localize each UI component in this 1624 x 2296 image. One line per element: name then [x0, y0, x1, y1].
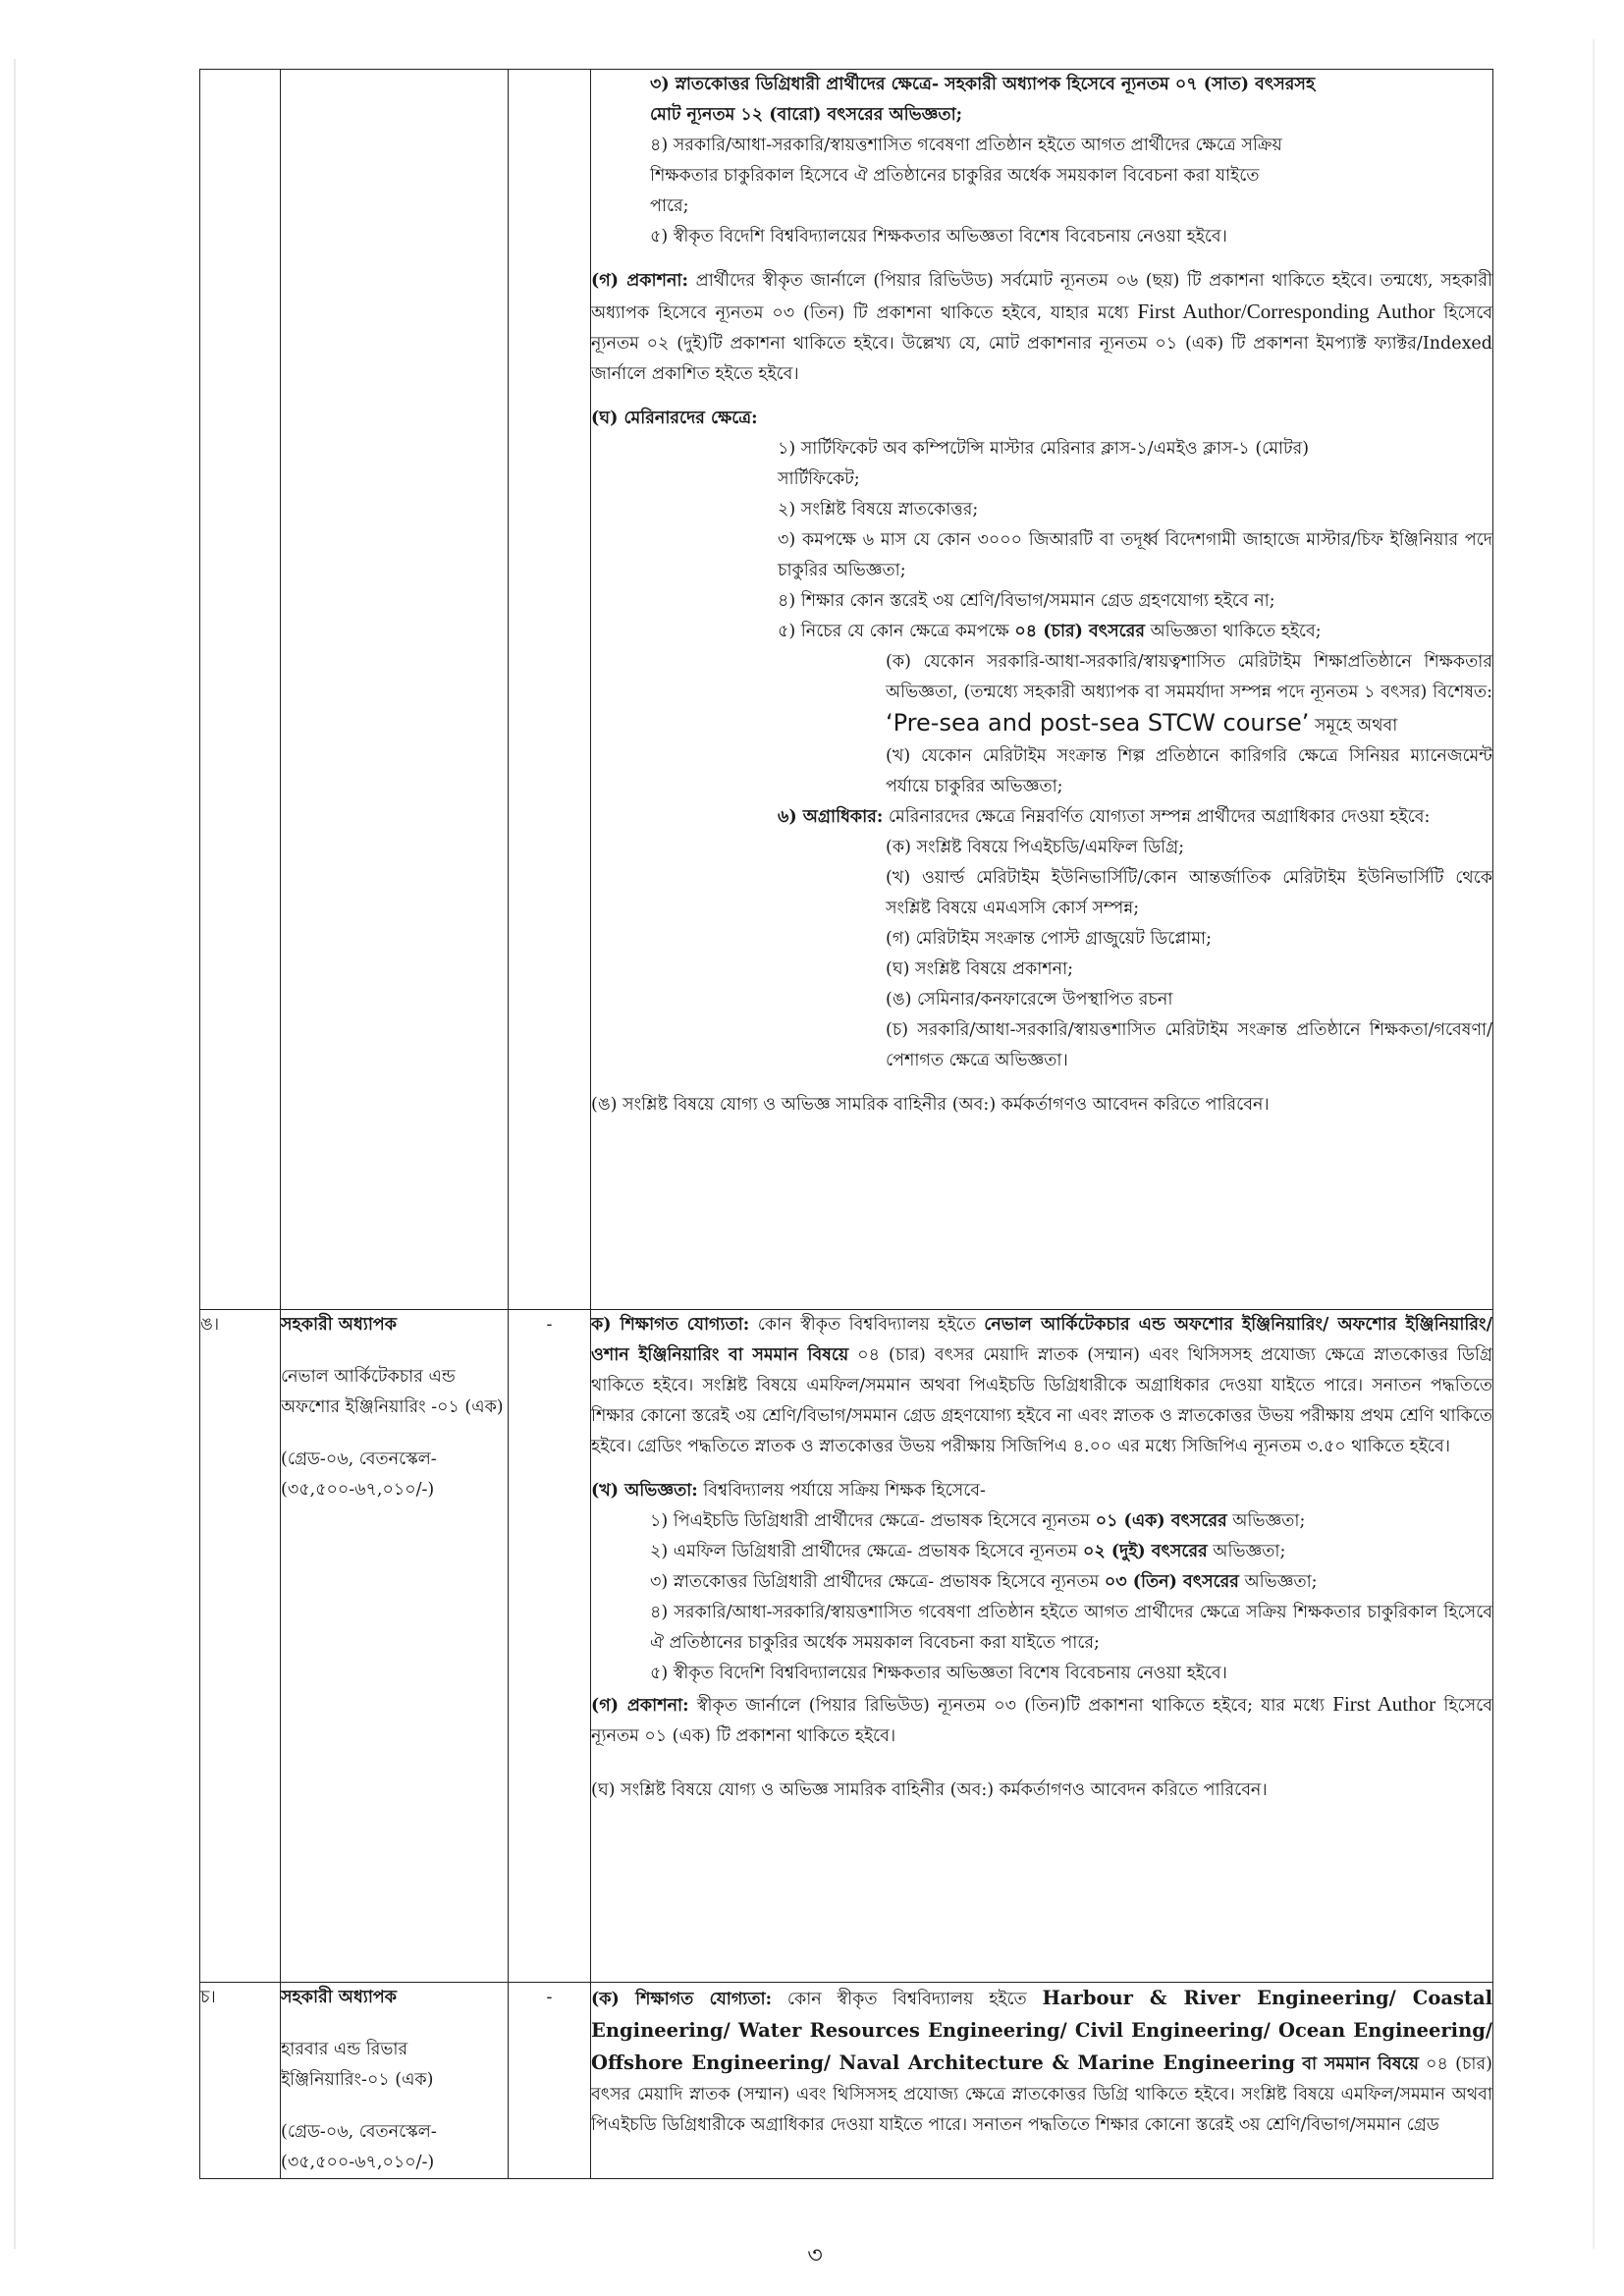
experience-item-text: ২) এমফিল ডিগ্রিধারী প্রার্থীদের ক্ষেত্রে- প্রভাষক হিসেবে ন্যূনতম: [650, 1542, 1078, 1561]
qualification-table: [199, 69, 1493, 2179]
table-row: [200, 1983, 1493, 2179]
experience-text: বিশ্ববিদ্যালয় পর্যায়ে সক্রিয় শিক্ষক হিসেবে-: [703, 1481, 986, 1501]
exp-line-text: ৪) সরকারি/আধা-সরকারি/স্বায়ত্তশাসিত গবেষণা প্রতিষ্ঠান হইতে আগত প্রার্থীদের ক্ষেত্রে সক্রিয়: [650, 136, 1282, 155]
publication-author-text: First Author/Corresponding Author: [1137, 300, 1435, 323]
stcw-course-text: ‘Pre-sea and post-sea STCW course’: [886, 709, 1310, 737]
mariner-item: ৪) শিক্ষার কোন স্তরেই ৩য় শ্রেণি/বিভাগ/সমমান গ্রেড গ্রহণযোগ্য হইবে না;: [778, 591, 1275, 611]
post-title: সহকারী অধ্যাপক: [281, 1315, 398, 1335]
preference-item: (ঙ) সেমিনার/কনফারেন্সে উপস্থাপিত রচনা: [886, 990, 1173, 1010]
education-text: ০৪ (চার) বৎসর মেয়াদি স্নাতক (সম্মান) এবং থিসিসসহ প্রযোজ্য ক্ষেত্রে স্নাতকোত্তর ডিগ্রি থাকিতে হইবে। সংশ্লিষ্ট বিষয়ে এমফিল/সমমান অথবা পিএইচডি ডিগ্রিধারীকে অগ্রাধিকার দেওয়া যাইতে পারে। সনাতন পদ্ধতিতে শিক্ষার কোনো স্তরেই ৩য় শ্রেণি/বিভাগ/সমমান গ্রেড: [591, 2054, 1492, 2135]
education-text: কোন স্বীকৃত বিশ্ববিদ্যালয় হইতে: [786, 1990, 1027, 2009]
serial-cell: চ।: [200, 1983, 281, 2179]
publication-text-end: হিসেবে ন্যূনতম ০২ (দুই)টি প্রকাশনা থাকিতে হইবে। উল্লেখ্য যে, মোট প্রকাশনার ন্যূনতম ০১ (এক) টি প্রকাশনা ইমপ্যাক্ট ফ্যাক্টর/Indexed জার্নালে প্রকাশিত হইতে হইবে।: [591, 303, 1492, 384]
scan-edge-left: [14, 59, 16, 2249]
exp-line-text: ৩) স্নাতকোত্তর ডিগ্রিধারী প্রার্থীদের ক্ষেত্রে- সহকারী অধ্যাপক হিসেবে ন্যূনতম ০৭ (সাত) বৎসরসহ: [650, 75, 1316, 94]
education-subjects: বা সমমান বিষয়ে: [1302, 2054, 1419, 2074]
experience-item-text: অভিজ্ঞতা;: [1213, 1542, 1286, 1561]
preference-item: (চ) সরকারি/আধা-সরকারি/স্বায়ত্তশাসিত মেরিটাইম সংক্রান্ত প্রতিষ্ঠানে শিক্ষকতা/গবেষণা/পেশাগত ক্ষেত্রে অভিজ্ঞতা।: [886, 1020, 1492, 1070]
pay-grade: (গ্রেড-০৬, বেতনস্কেল- (৩৫,৫০০-৬৭,০১০/-): [281, 2122, 437, 2172]
publication-label: (গ) প্রকাশনা:: [591, 271, 688, 291]
scan-edge-right: [1593, 39, 1595, 2249]
armed-forces-note: (ঙ) সংশ্লিষ্ট বিষয়ে যোগ্য ও অভিজ্ঞ সামরিক বাহিনীর (অব:) কর্মকর্তাগণও আবেদন করিতে পারিবেন।: [591, 1095, 1270, 1115]
education-subjects: নেভাল আর্কিটেকচার এন্ড অফশোর ইঞ্জিনিয়ারিং/ অফশোর ইঞ্জিনিয়ারিং/ ওশান ইঞ্জিনিয়ারিং বা সমমান বিষয়ে: [591, 1315, 1492, 1365]
preference-item: (গ) মেরিটাইম সংক্রান্ত পোস্ট গ্রাজুয়েট ডিপ্লোমা;: [886, 929, 1212, 949]
preference-label: ৬) অগ্রাধিকার:: [778, 807, 884, 827]
experience-item: [591, 1506, 1492, 1537]
education-label: (ক) শিক্ষাগত যোগ্যতা:: [591, 1990, 773, 2009]
exp-line: [591, 161, 1492, 191]
exp-line-text: ৫) স্বীকৃত বিদেশি বিশ্ববিদ্যালয়ের শিক্ষকতার অভিজ্ঞতা বিশেষ বিবেচনায় নেওয়া হইবে।: [650, 227, 1227, 246]
mariner-subitem: [591, 647, 1492, 741]
experience-item-bold: ০৩ (তিন) বৎসরের: [1104, 1572, 1239, 1592]
experience-item-bold: ০১ (এক) বৎসরের: [1095, 1511, 1227, 1531]
mariner-item: সার্টিফিকেট;: [778, 469, 860, 489]
exp-line-text: পারে;: [650, 196, 689, 216]
publication-label: (গ) প্রকাশনা:: [591, 1696, 689, 1716]
preference-item: (ক) সংশ্লিষ্ট বিষয়ে পিএইচডি/এমফিল ডিগ্রি;: [886, 838, 1185, 857]
department-name: নেভাল আর্কিটেকচার এন্ড অফশোর ইঞ্জিনিয়ারিং -০১ (এক): [281, 1367, 504, 1417]
publication-author-text: First Author: [1332, 1692, 1436, 1716]
dash-cell: [509, 70, 591, 1310]
publication-text-end: হিসেবে ন্যূনতম ০১ (এক) টি প্রকাশনা থাকিতে হইবে।: [591, 1696, 1492, 1746]
mariner-block: [591, 404, 1492, 1076]
preference-item: (খ) ওয়ার্ল্ড মেরিটাইম ইউনিভার্সিটি/কোন আন্তর্জাতিক মেরিটাইম ইউনিভার্সিটি থেকে সংশ্লিষ্ট বিষয়ে এমএসসি কোর্স সম্পন্ন;: [886, 868, 1492, 918]
pay-grade: (গ্রেড-০৬, বেতনস্কেল- (৩৫,৫০০-৬৭,০১০/-): [281, 1449, 437, 1500]
post-cell: [281, 1310, 509, 1983]
exp-line-text: মোট ন্যূনতম ১২ (বারো) বৎসরের অভিজ্ঞতা;: [650, 105, 963, 125]
department-name: হারবার এন্ড রিভার ইঞ্জিনিয়ারিং-০১ (এক): [281, 2040, 434, 2090]
education-label: ক) শিক্ষাগত যোগ্যতা:: [591, 1315, 750, 1335]
post-title: সহকারী অধ্যাপক: [281, 1988, 398, 2007]
experience-item-text: অভিজ্ঞতা;: [1232, 1511, 1306, 1531]
requirements-cell: [591, 1983, 1493, 2179]
experience-item: [591, 1537, 1492, 1567]
exp-line: [591, 191, 1492, 222]
requirements-cell: [591, 70, 1493, 1310]
mariner-item: [591, 617, 1492, 647]
experience-item-text: ১) পিএইচডি ডিগ্রিধারী প্রার্থীদের ক্ষেত্রে- প্রভাষক হিসেবে ন্যূনতম: [650, 1511, 1091, 1531]
serial-cell: [200, 70, 281, 1310]
education-block: [591, 1983, 1492, 2141]
dash-cell: -: [509, 1983, 591, 2179]
mariner-item-text: অভিজ্ঞতা থাকিতে হইবে;: [1150, 622, 1322, 641]
exp-line: [591, 131, 1492, 161]
armed-forces-note: (ঘ) সংশ্লিষ্ট বিষয়ে যোগ্য ও অভিজ্ঞ সামরিক বাহিনীর (অব:) কর্মকর্তাগণও আবেদন করিতে পারিবেন।: [591, 1780, 1268, 1800]
experience-label: (খ) অভিজ্ঞতা:: [591, 1481, 698, 1501]
mariner-subitem-text: সমূহে অথবা: [1314, 716, 1398, 736]
table-row: [200, 1310, 1493, 1983]
experience-item: ৪) সরকারি/আধা-সরকারি/স্বায়ত্তশাসিত গবেষণা প্রতিষ্ঠান হইতে আগত প্রার্থীদের ক্ষেত্রে সক্রিয় শিক্ষকতার চাকুরিকাল হিসেবে ঐ প্রতিষ্ঠানের চাকুরির অর্ধেক সময়কাল বিবেচনা করা যাইতে পারে;: [650, 1603, 1492, 1653]
education-block: [591, 1310, 1492, 1462]
exp-line: [591, 70, 1492, 100]
exp-line: [591, 100, 1492, 131]
experience-item: [591, 1567, 1492, 1598]
publication-block: [591, 266, 1492, 390]
publication-block: [591, 1689, 1492, 1752]
preference-item: (ঘ) সংশ্লিষ্ট বিষয়ে প্রকাশনা;: [886, 959, 1074, 979]
mariner-subitem: (খ) যেকোন মেরিটাইম সংক্রান্ত শিল্প প্রতিষ্ঠানে কারিগরি ক্ষেত্রে সিনিয়র ম্যানেজমেন্ট পর্যায়ে চাকুরির অভিজ্ঞতা;: [886, 746, 1492, 796]
mariner-subitem-text: (ক) যেকোন সরকারি-আধা-সরকারি/স্বায়ত্বশাসিত মেরিটাইম শিক্ষাপ্রতিষ্ঠানে শিক্ষকতার অভিজ্ঞতা, (তন্মধ্যে সহকারী অধ্যাপক বা সমমর্যাদা সম্পন্ন পদে ন্যূনতম ১ বৎসর) বিশেষত:: [886, 652, 1492, 702]
publication-text: প্রার্থীদের স্বীকৃত জার্নালে (পিয়ার রিভিউড) সর্বমোট ন্যূনতম ০৬ (ছয়) টি প্রকাশনা থাকিতে হইবে। তন্মধ্যে, সহকারী অধ্যাপক হিসেবে ন্যূনতম ০৩ (তিন) টি প্রকাশনা থাকিতে হইবে, যাহার মধ্যে: [591, 271, 1492, 323]
experience-item: ৫) স্বীকৃত বিদেশি বিশ্ববিদ্যালয়ের শিক্ষকতার অভিজ্ঞতা বিশেষ বিবেচনায় নেওয়া হইবে।: [650, 1664, 1227, 1683]
preference-text: মেরিনারদের ক্ষেত্রে নিম্নবর্ণিত যোগ্যতা সম্পন্ন প্রার্থীদের অগ্রাধিকার দেওয়া হইবে:: [888, 807, 1431, 827]
experience-item-text: ৩) স্নাতকোত্তর ডিগ্রিধারী প্রার্থীদের ক্ষেত্রে- প্রভাষক হিসেবে ন্যূনতম: [650, 1572, 1100, 1592]
requirements-cell: [591, 1310, 1493, 1983]
publication-text: স্বীকৃত জার্নালে (পিয়ার রিভিউড) ন্যূনতম ০৩ (তিন)টি প্রকাশনা থাকিতে হইবে; যার মধ্যে: [696, 1696, 1325, 1716]
experience-item-bold: ০২ (দুই) বৎসরের: [1082, 1542, 1208, 1561]
mariner-item: [591, 802, 1492, 833]
mariner-item-text: ৫) নিচের যে কোন ক্ষেত্রে কমপক্ষে: [778, 622, 1009, 641]
education-subjects-en: Harbour & River Engineering/ Coastal Engineering/ Water Resources Engineering/ Civil Engineering/ Ocean Engineering/ Offshore Engineering/ Naval Architecture & Marine Engineering: [591, 1987, 1492, 2074]
mariner-item: ১) সার্টিফিকেট অব কম্পিটেন্সি মাস্টার মেরিনার ক্লাস-১/এমইও ক্লাস-১ (মোটর): [778, 439, 1310, 459]
exp-line: [591, 222, 1492, 252]
dash-cell: -: [509, 1310, 591, 1983]
mariner-heading: (ঘ) মেরিনারদের ক্ষেত্রে:: [591, 409, 758, 428]
post-cell: [281, 70, 509, 1310]
mariner-item: ৩) কমপক্ষে ৬ মাস যে কোন ৩০০০ জিআরটি বা তদূর্ধ্ব বিদেশগামী জাহাজে মাস্টার/চিফ ইঞ্জিনিয়ার পদে চাকুরির অভিজ্ঞতা;: [778, 530, 1492, 580]
mariner-item-bold: ০৪ (চার) বৎসরের: [1014, 622, 1145, 641]
experience-block: [591, 1476, 1492, 1689]
serial-cell: ঙ।: [200, 1310, 281, 1983]
page-number: ৩: [807, 2241, 823, 2269]
table-row: [200, 70, 1493, 1310]
education-text: কোন স্বীকৃত বিশ্ববিদ্যালয় হইতে: [757, 1315, 976, 1335]
mariner-item: ২) সংশ্লিষ্ট বিষয়ে স্নাতকোত্তর;: [778, 500, 979, 519]
exp-line-text: শিক্ষকতার চাকুরিকাল হিসেবে ঐ প্রতিষ্ঠানের চাকুরির অর্ধেক সময়কাল বিবেচনা করা যাইতে: [650, 166, 1260, 186]
experience-item-text: অভিজ্ঞতা;: [1244, 1572, 1318, 1592]
post-cell: [281, 1983, 509, 2179]
education-text: ০৪ (চার) বৎসর মেয়াদি স্নাতক (সম্মান) এবং থিসিসসহ প্রযোজ্য ক্ষেত্রে স্নাতকোত্তর ডিগ্রি থাকিতে হইবে। সংশ্লিষ্ট বিষয়ে এমফিল/সমমান অথবা পিএইচডি ডিগ্রিধারীকে অগ্রাধিকার দেওয়া যাইতে পারে। সনাতন পদ্ধতিতে শিক্ষার কোনো স্তরেই ৩য় শ্রেণি/বিভাগ/সমমান গ্রেড গ্রহণযোগ্য হইবে না এবং স্নাতক ও স্নাতকোত্তর উভয় পরীক্ষায় প্রথম শ্রেণি থাকিতে হইবে। গ্রেডিং পদ্ধতিতে স্নাতক ও স্নাতকোত্তর উভয় পরীক্ষায় সিজিপিএ ৪.০০ এর মধ্যে সিজিপিএ ন্যূনতম ৩.৫০ থাকিতে হইবে।: [591, 1345, 1492, 1456]
